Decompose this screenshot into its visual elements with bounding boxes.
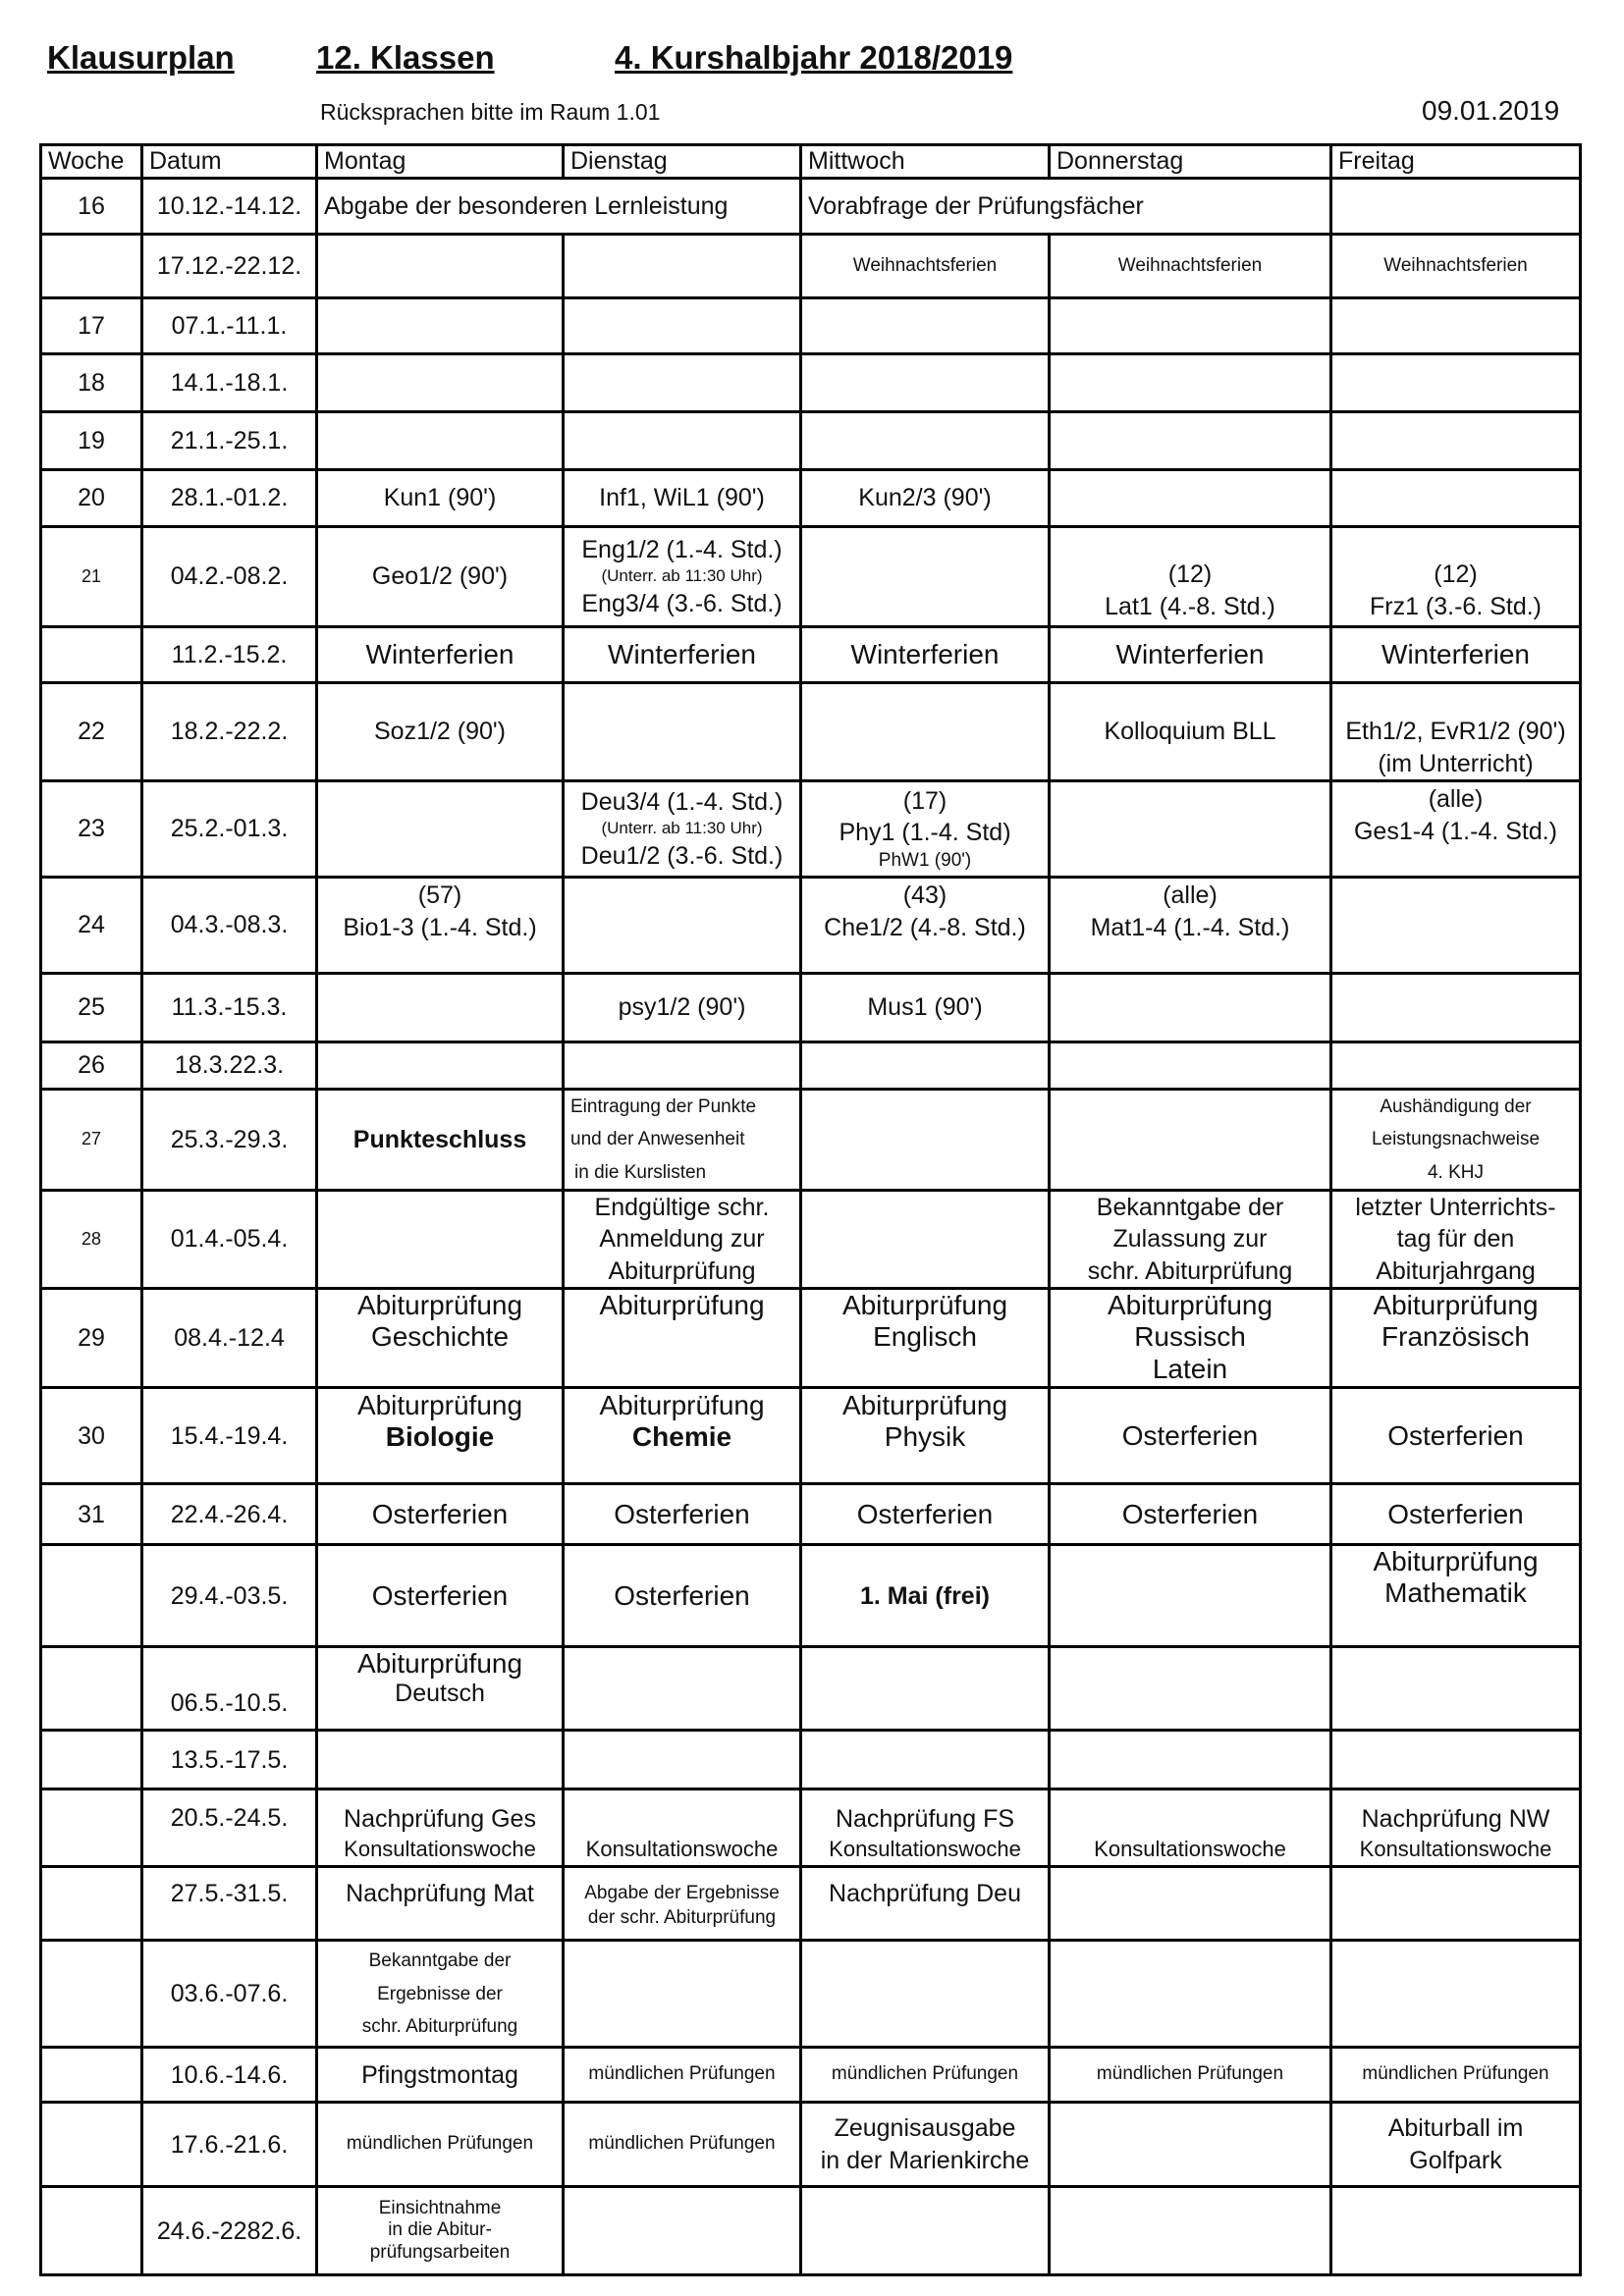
document-date: 09.01.2019 (1422, 95, 1560, 126)
entry-cell (317, 1388, 564, 1484)
entry-cell (1050, 527, 1331, 627)
date-cell: 03.6.-07.6. (142, 1941, 317, 2048)
week-cell: 18 (41, 354, 142, 412)
entry-line: Leistungsnachweise (1371, 1129, 1541, 1150)
entry-line: Biologie (385, 1420, 495, 1452)
entry-cell: Winterferien (801, 627, 1050, 683)
week-cell (41, 1545, 142, 1647)
entry-line: Physik (884, 1420, 966, 1452)
entry-cell (564, 781, 801, 878)
table-row (41, 1388, 1581, 1484)
entry-cell (564, 1388, 801, 1484)
date-cell: 14.1.-18.1. (142, 354, 317, 412)
entry-line: (12) (1434, 561, 1478, 588)
table-row (41, 1545, 1581, 1647)
entry-line: Abiturprüfung (1373, 1290, 1539, 1321)
entry-cell (801, 878, 1050, 974)
entry-line: Zeugnisausgabe (834, 2114, 1016, 2143)
entry-cell (1050, 878, 1331, 974)
week-cell: 28 (41, 1190, 142, 1289)
entry-line: Eth1/2, EvR1/2 (90') (1345, 718, 1566, 745)
entry-cell: Inf1, WiL1 (90') (564, 470, 801, 527)
entry-cell (1331, 1190, 1581, 1289)
entry-cell (1331, 527, 1581, 627)
week-cell (41, 2048, 142, 2103)
entry-line: Nachprüfung Ges (344, 1805, 536, 1834)
date-cell: 24.6.-2282.6. (142, 2187, 317, 2275)
entry-line: Abiturjahrgang (1376, 1256, 1536, 1285)
week-cell (41, 2103, 142, 2187)
week-cell: 19 (41, 412, 142, 470)
column-header-freitag: Freitag (1331, 145, 1581, 179)
entry-line: Abiturprüfung (599, 1389, 765, 1420)
date-cell: 15.4.-19.4. (142, 1388, 317, 1484)
date-cell: 04.3.-08.3. (142, 878, 317, 974)
entry-cell: Osterferien (317, 1545, 564, 1647)
entry-cell (1331, 1545, 1581, 1647)
table-row (41, 627, 1581, 683)
table-row (41, 1090, 1581, 1191)
date-cell: 07.1.-11.1. (142, 298, 317, 354)
entry-line: (57) (417, 881, 462, 909)
entry-line: Anmeldung zur (599, 1225, 765, 1254)
date-cell: 29.4.-03.5. (142, 1545, 317, 1647)
entry-cell (317, 1789, 564, 1867)
entry-cell (801, 1388, 1050, 1484)
column-header-datum: Datum (142, 145, 317, 179)
date-cell: 21.1.-25.1. (142, 412, 317, 470)
entry-cell (317, 1289, 564, 1388)
week-cell (41, 2187, 142, 2275)
entry-line: Aushändigung der (1380, 1096, 1532, 1117)
table-row (41, 412, 1581, 470)
week-cell: 26 (41, 1042, 142, 1090)
entry-line: (12) (1167, 561, 1213, 588)
entry-line: (alle) (1428, 785, 1484, 813)
entry-line: Bekanntgabe der (1096, 1193, 1284, 1221)
column-header-mittwoch: Mittwoch (801, 145, 1050, 179)
date-cell: 10.12.-14.12. (142, 179, 317, 235)
table-row (41, 1867, 1581, 1941)
entry-line: Mat1-4 (1.-4. Std.) (1090, 913, 1290, 941)
entry-line: schr. Abiturprüfung (1087, 1256, 1293, 1285)
entry-line: Nachprüfung NW (1361, 1805, 1550, 1834)
week-cell: 16 (41, 179, 142, 235)
entry-line: (im Unterricht) (1378, 749, 1534, 777)
table-row (41, 1731, 1581, 1789)
week-cell (41, 1941, 142, 2048)
table-row (41, 1289, 1581, 1388)
entry-cell: Winterferien (1050, 627, 1331, 683)
table-row (41, 878, 1581, 974)
entry-line: tag für den (1396, 1225, 1515, 1254)
date-cell: 28.1.-01.2. (142, 470, 317, 527)
entry-cell: mündlichen Prüfungen (564, 2048, 801, 2103)
entry-line: prüfungsarbeiten (369, 2242, 511, 2264)
entry-cell: Winterferien (1331, 627, 1581, 683)
entry-cell: Konsultationswoche (564, 1789, 801, 1867)
empty-cell (564, 235, 801, 298)
entry-cell: mündlichen Prüfungen (1050, 2048, 1331, 2103)
entry-line: Abiturprüfung (1373, 1546, 1539, 1577)
entry-line: Mathematik (1384, 1577, 1527, 1609)
entry-line: Eng1/2 (1.-4. Std.) (581, 535, 783, 563)
week-cell: 27 (41, 1090, 142, 1191)
entry-line: Deutsch (395, 1680, 485, 1708)
date-cell: 08.4.-12.4 (142, 1289, 317, 1388)
week-cell: 31 (41, 1484, 142, 1545)
table-row (41, 1789, 1581, 1867)
entry-cell: 1. Mai (frei) (801, 1545, 1050, 1647)
entry-cell: Weihnachtsferien (801, 235, 1050, 298)
entry-cell: Weihnachtsferien (1050, 235, 1331, 298)
table-row (41, 1042, 1581, 1090)
week-cell: 21 (41, 527, 142, 627)
entry-line: Phy1 (1.-4. Std) (839, 819, 1011, 847)
empty-cell (1331, 179, 1581, 235)
table-row (41, 527, 1581, 627)
week-cell: 22 (41, 683, 142, 781)
entry-cell (1050, 1289, 1331, 1388)
table-row (41, 1484, 1581, 1545)
week-cell (41, 235, 142, 298)
date-cell: 17.12.-22.12. (142, 235, 317, 298)
entry-cell: Nachprüfung Mat (317, 1867, 564, 1941)
entry-line: Französisch (1381, 1321, 1530, 1353)
entry-cell (1331, 683, 1581, 781)
term-heading: 4. Kurshalbjahr 2018/2019 (615, 39, 1013, 76)
entry-cell (801, 2103, 1050, 2187)
entry-cell: mündlichen Prüfungen (801, 2048, 1050, 2103)
week-cell: 23 (41, 781, 142, 878)
entry-cell: Osterferien (1331, 1388, 1581, 1484)
entry-line: Nachprüfung FS (835, 1805, 1015, 1834)
entry-line: Lat1 (4.-8. Std.) (1105, 592, 1275, 620)
date-cell: 22.4.-26.4. (142, 1484, 317, 1545)
entry-cell: psy1/2 (90') (564, 974, 801, 1042)
entry-cell (564, 1289, 801, 1388)
entry-cell: Geo1/2 (90') (317, 527, 564, 627)
entry-cell (317, 1647, 564, 1731)
entry-line: Konsultationswoche (829, 1836, 1021, 1861)
date-cell: 11.2.-15.2. (142, 627, 317, 683)
column-header-dienstag: Dienstag (564, 145, 801, 179)
entry-line: in die Kurslisten (574, 1161, 707, 1183)
date-cell: 20.5.-24.5. (142, 1789, 317, 1867)
week-cell (41, 1647, 142, 1731)
entry-cell: Osterferien (317, 1484, 564, 1545)
entry-line: schr. Abiturprüfung (361, 2015, 518, 2037)
entry-cell (564, 527, 801, 627)
entry-line: Deu3/4 (1.-4. Std.) (580, 787, 784, 816)
entry-line: Chemie (631, 1420, 732, 1452)
entry-line: Konsultationswoche (344, 1836, 536, 1861)
entry-cell: Osterferien (564, 1545, 801, 1647)
entry-cell: Osterferien (564, 1484, 801, 1545)
table-row (41, 2103, 1581, 2187)
entry-line: (Unterr. ab 11:30 Uhr) (601, 566, 763, 586)
table-row (41, 298, 1581, 354)
entry-line: Abiturprüfung (356, 1648, 523, 1680)
entry-line: Abiturprüfung (841, 1290, 1008, 1321)
date-cell: 11.3.-15.3. (142, 974, 317, 1042)
entry-cell (1050, 1190, 1331, 1289)
entry-line: Abiturball im (1387, 2114, 1524, 2143)
entry-line: Englisch (873, 1321, 977, 1353)
entry-cell (1331, 1090, 1581, 1191)
date-cell: 10.6.-14.6. (142, 2048, 317, 2103)
entry-line: Abiturprüfung (608, 1256, 756, 1285)
table-header-row (41, 145, 1581, 179)
entry-line: 4. KHJ (1427, 1161, 1485, 1183)
table-row (41, 1190, 1581, 1289)
entry-cell: Weihnachtsferien (1331, 235, 1581, 298)
entry-line: Frz1 (3.-6. Std.) (1369, 592, 1543, 620)
entry-cell (317, 1941, 564, 2048)
column-header-donnerstag: Donnerstag (1050, 145, 1331, 179)
week-cell: 30 (41, 1388, 142, 1484)
date-cell: 06.5.-10.5. (142, 1647, 317, 1731)
column-header-montag: Montag (317, 145, 564, 179)
date-cell: 13.5.-17.5. (142, 1731, 317, 1789)
entry-cell (317, 878, 564, 974)
entry-cell (564, 1867, 801, 1941)
entry-line: Abiturprüfung (356, 1389, 523, 1420)
table-row (41, 2048, 1581, 2103)
entry-line: (17) (902, 786, 947, 815)
entry-line: Abiturprüfung (356, 1290, 523, 1321)
entry-cell: Nachprüfung Deu (801, 1867, 1050, 1941)
week-cell: 24 (41, 878, 142, 974)
date-cell: 01.4.-05.4. (142, 1190, 317, 1289)
entry-line: in der Marienkirche (820, 2146, 1030, 2174)
document-title: Klausurplan (47, 39, 235, 76)
entry-line: Abiturprüfung (841, 1389, 1008, 1420)
entry-cell: Winterferien (564, 627, 801, 683)
week-cell (41, 1789, 142, 1867)
entry-cell (801, 781, 1050, 878)
entry-line: letzter Unterrichts- (1355, 1193, 1556, 1221)
entry-line: Endgültige schr. (594, 1193, 770, 1221)
column-header-woche: Woche (41, 145, 142, 179)
week-cell: 29 (41, 1289, 142, 1388)
date-cell: 25.2.-01.3. (142, 781, 317, 878)
entry-line: Zulassung zur (1112, 1225, 1268, 1254)
week-cell (41, 1867, 142, 1941)
date-cell: 18.2.-22.2. (142, 683, 317, 781)
date-cell: 27.5.-31.5. (142, 1867, 317, 1941)
entry-cell (801, 1289, 1050, 1388)
entry-line: Abgabe der Ergebnisse (584, 1883, 780, 1904)
entry-cell (564, 1090, 801, 1191)
entry-cell: Konsultationswoche (1050, 1789, 1331, 1867)
table-row (41, 683, 1581, 781)
entry-cell: Winterferien (317, 627, 564, 683)
week-cell (41, 1731, 142, 1789)
entry-cell (1331, 1789, 1581, 1867)
entry-line: Eng3/4 (3.-6. Std.) (581, 589, 783, 617)
entry-line: in die Abitur- (388, 2219, 492, 2241)
empty-cell (317, 235, 564, 298)
entry-cell (1331, 2103, 1581, 2187)
entry-cell (801, 1789, 1050, 1867)
entry-cell: Mus1 (90') (801, 974, 1050, 1042)
date-cell: 25.3.-29.3. (142, 1090, 317, 1191)
entry-line: Abiturprüfung (1107, 1290, 1273, 1321)
entry-line: Abiturprüfung (599, 1290, 765, 1321)
entry-line: (Unterr. ab 11:30 Uhr) (601, 819, 763, 838)
entry-line: Eintragung der Punkte (570, 1096, 757, 1117)
date-cell: 17.6.-21.6. (142, 2103, 317, 2187)
entry-cell: mündlichen Prüfungen (1331, 2048, 1581, 2103)
table-row (41, 354, 1581, 412)
table-row (41, 781, 1581, 878)
table-row (41, 179, 1581, 235)
entry-line: Einsichtnahme (378, 2197, 502, 2218)
entry-cell: mündlichen Prüfungen (564, 2103, 801, 2187)
room-note: Rücksprachen bitte im Raum 1.01 (320, 99, 661, 125)
week-cell (41, 627, 142, 683)
week-cell: 17 (41, 298, 142, 354)
entry-cell: Kun1 (90') (317, 470, 564, 527)
entry-cell: Soz1/2 (90') (317, 683, 564, 781)
date-cell: 04.2.-08.2. (142, 527, 317, 627)
entry-cell: Pfingstmontag (317, 2048, 564, 2103)
entry-line: Ergebnisse der (377, 1983, 503, 2004)
entry-cell: Osterferien (1331, 1484, 1581, 1545)
entry-line: der schr. Abiturprüfung (587, 1906, 777, 1928)
table-row (41, 1941, 1581, 2048)
entry-cell: Kun2/3 (90') (801, 470, 1050, 527)
entry-line: Konsultationswoche (1359, 1836, 1552, 1861)
entry-cell (317, 2187, 564, 2275)
entry-cell: Osterferien (1050, 1388, 1331, 1484)
date-cell: 18.3.22.3. (142, 1042, 317, 1090)
entry-cell (1331, 781, 1581, 878)
table-row (41, 974, 1581, 1042)
entry-cell: Punkteschluss (317, 1090, 564, 1191)
entry-cell: Abgabe der besonderen Lernleistung (317, 179, 801, 235)
entry-cell: Vorabfrage der Prüfungsfächer (801, 179, 1331, 235)
entry-line: Ges1-4 (1.-4. Std.) (1353, 817, 1558, 845)
week-cell: 20 (41, 470, 142, 527)
entry-line: Bekanntgabe der (368, 1950, 512, 1972)
exam-schedule-table (39, 143, 1582, 2276)
entry-cell: Osterferien (801, 1484, 1050, 1545)
entry-cell (564, 1190, 801, 1289)
table-row (41, 235, 1581, 298)
entry-cell (1331, 1289, 1581, 1388)
entry-line: Golfpark (1409, 2146, 1502, 2174)
entry-line: Deu1/2 (3.-6. Std.) (580, 841, 784, 870)
entry-cell: Osterferien (1050, 1484, 1331, 1545)
entry-line: (43) (902, 881, 947, 909)
entry-line: Russisch (1134, 1321, 1246, 1353)
entry-line: und der Anwesenheit (570, 1129, 745, 1150)
entry-line: Che1/2 (4.-8. Std.) (824, 913, 1026, 941)
entry-cell: Kolloquium BLL (1050, 683, 1331, 781)
entry-cell: mündlichen Prüfungen (317, 2103, 564, 2187)
entry-line: Bio1-3 (1.-4. Std.) (343, 913, 537, 941)
week-cell: 25 (41, 974, 142, 1042)
table-row (41, 1647, 1581, 1731)
classes-heading: 12. Klassen (316, 39, 495, 76)
entry-line: Geschichte (370, 1321, 510, 1353)
entry-line: PhW1 (90') (878, 849, 972, 871)
entry-line: Latein (1152, 1353, 1228, 1384)
entry-line: (alle) (1163, 881, 1218, 909)
table-row (41, 470, 1581, 527)
table-row (41, 2187, 1581, 2275)
